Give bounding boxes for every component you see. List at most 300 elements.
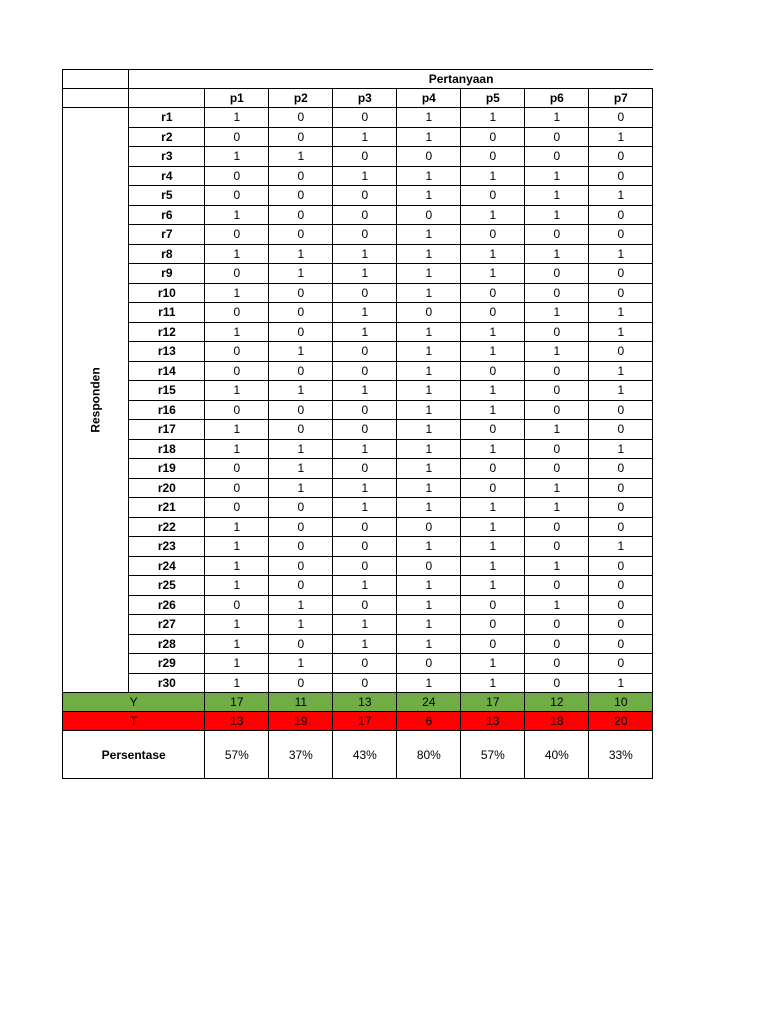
table-cell: 1	[269, 459, 333, 479]
table-cell: 0	[589, 166, 653, 186]
row-label: r2	[129, 127, 205, 147]
row-label: r5	[129, 186, 205, 206]
summary-cell: 18	[525, 712, 589, 731]
row-label: r7	[129, 225, 205, 245]
table-cell: 1	[397, 576, 461, 596]
table-row	[63, 303, 653, 323]
row-label: r4	[129, 166, 205, 186]
summary-cell: 13	[333, 693, 397, 712]
table-cell: 1	[397, 264, 461, 284]
table-cell: 0	[269, 673, 333, 693]
row-label: r30	[129, 673, 205, 693]
table-cell: 1	[397, 595, 461, 615]
table-cell: 0	[269, 186, 333, 206]
table-cell: 1	[397, 361, 461, 381]
row-label: r19	[129, 459, 205, 479]
table-cell: 1	[205, 517, 269, 537]
table-cell: 1	[397, 439, 461, 459]
table-cell: 0	[525, 400, 589, 420]
table-cell: 1	[461, 166, 525, 186]
table-cell: 0	[525, 147, 589, 167]
table-cell: 0	[525, 576, 589, 596]
table-cell: 1	[333, 381, 397, 401]
table-row	[63, 381, 653, 401]
column-header-row	[63, 89, 653, 108]
table-cell: 0	[461, 478, 525, 498]
table-cell: 0	[333, 556, 397, 576]
table-row	[63, 576, 653, 596]
table-cell: 0	[397, 303, 461, 323]
table-cell: 1	[205, 244, 269, 264]
table-row	[63, 439, 653, 459]
table-cell: 0	[397, 654, 461, 674]
table-row	[63, 556, 653, 576]
table-cell: 1	[589, 244, 653, 264]
table-cell: 1	[333, 576, 397, 596]
table-row	[63, 420, 653, 440]
table-cell: 1	[205, 615, 269, 635]
percentage-cell: 37%	[269, 731, 333, 779]
table-cell: 1	[333, 244, 397, 264]
table-cell: 1	[397, 478, 461, 498]
row-label: r28	[129, 634, 205, 654]
table-cell: 1	[461, 244, 525, 264]
table-cell: 0	[589, 264, 653, 284]
table-row	[63, 478, 653, 498]
table-cell: 0	[333, 400, 397, 420]
table-cell: 0	[461, 595, 525, 615]
row-label: r17	[129, 420, 205, 440]
table-cell: 1	[397, 634, 461, 654]
table-cell: 1	[269, 342, 333, 362]
table-cell: 0	[269, 322, 333, 342]
row-label: r21	[129, 498, 205, 518]
table-cell: 0	[205, 459, 269, 479]
table-cell: 1	[333, 264, 397, 284]
row-label: r11	[129, 303, 205, 323]
table-cell: 0	[269, 127, 333, 147]
summary-cell: 17	[205, 693, 269, 712]
table-cell: 1	[589, 186, 653, 206]
summary-cell: 12	[525, 693, 589, 712]
row-label: r12	[129, 322, 205, 342]
table-cell: 1	[397, 322, 461, 342]
table-cell: 0	[333, 283, 397, 303]
table-cell: 1	[205, 439, 269, 459]
column-header-p6: p6	[525, 89, 589, 108]
table-cell: 1	[461, 439, 525, 459]
table-cell: 1	[269, 147, 333, 167]
table-cell: 0	[333, 186, 397, 206]
table-cell: 1	[205, 576, 269, 596]
table-cell: 1	[461, 381, 525, 401]
table-cell: 1	[589, 361, 653, 381]
table-cell: 0	[525, 322, 589, 342]
table-cell: 1	[397, 400, 461, 420]
table-cell: 1	[397, 244, 461, 264]
table-cell: 0	[525, 615, 589, 635]
table-cell: 0	[269, 420, 333, 440]
table-cell: 1	[397, 283, 461, 303]
table-cell: 0	[269, 108, 333, 128]
table-row	[63, 517, 653, 537]
table-cell: 0	[269, 303, 333, 323]
table-cell: 1	[269, 615, 333, 635]
row-label: r23	[129, 537, 205, 557]
table-cell: 0	[269, 556, 333, 576]
table-cell: 1	[525, 244, 589, 264]
table-cell: 1	[461, 400, 525, 420]
table-cell: 0	[333, 205, 397, 225]
percentage-cell: 57%	[461, 731, 525, 779]
table-cell: 1	[205, 147, 269, 167]
table-row	[63, 127, 653, 147]
table-cell: 0	[525, 381, 589, 401]
table-cell: 0	[205, 127, 269, 147]
table-cell: 0	[525, 673, 589, 693]
group-header: Pertanyaan	[428, 72, 494, 86]
table-cell: 1	[397, 459, 461, 479]
empty-header-cell	[129, 89, 205, 108]
table-row	[63, 595, 653, 615]
table-cell: 1	[525, 556, 589, 576]
table-cell: 0	[589, 478, 653, 498]
summary-cell: 6	[397, 712, 461, 731]
row-label: r1	[129, 108, 205, 128]
row-label: r27	[129, 615, 205, 635]
table-cell: 0	[589, 420, 653, 440]
table-row	[63, 400, 653, 420]
table-cell: 1	[333, 439, 397, 459]
table-cell: 1	[461, 264, 525, 284]
table-cell: 0	[525, 537, 589, 557]
percentage-cell: 43%	[333, 731, 397, 779]
table-cell: 1	[461, 342, 525, 362]
row-label: r29	[129, 654, 205, 674]
table-cell: 1	[525, 186, 589, 206]
table-cell: 1	[397, 615, 461, 635]
table-cell: 0	[589, 576, 653, 596]
table-cell: 1	[269, 478, 333, 498]
table-cell: 1	[525, 478, 589, 498]
table-row	[63, 205, 653, 225]
summary-row-y	[63, 693, 653, 712]
table-cell: 0	[205, 361, 269, 381]
table-cell: 1	[525, 595, 589, 615]
table-cell: 0	[525, 654, 589, 674]
summary-cell: 24	[397, 693, 461, 712]
table-cell: 1	[205, 322, 269, 342]
table-cell: 1	[589, 673, 653, 693]
table-cell: 1	[333, 498, 397, 518]
table-row	[63, 361, 653, 381]
table-cell: 1	[461, 517, 525, 537]
table-cell: 1	[525, 108, 589, 128]
table-cell: 0	[333, 225, 397, 245]
percentage-label: Persentase	[63, 731, 205, 779]
table-cell: 0	[205, 400, 269, 420]
table-cell: 0	[525, 264, 589, 284]
table-cell: 0	[205, 342, 269, 362]
row-label: r10	[129, 283, 205, 303]
table-cell: 0	[525, 439, 589, 459]
table-cell: 1	[525, 205, 589, 225]
table-cell: 0	[589, 654, 653, 674]
table-row	[63, 634, 653, 654]
table-cell: 1	[205, 654, 269, 674]
row-label: r9	[129, 264, 205, 284]
table-cell: 1	[461, 205, 525, 225]
table-row	[63, 108, 653, 128]
table-cell: 0	[397, 205, 461, 225]
table-cell: 0	[333, 108, 397, 128]
table-cell: 1	[461, 654, 525, 674]
row-label: r14	[129, 361, 205, 381]
table-cell: 1	[333, 303, 397, 323]
table-cell: 0	[333, 673, 397, 693]
table-cell: 1	[397, 420, 461, 440]
table-cell: 1	[269, 264, 333, 284]
table-cell: 1	[397, 108, 461, 128]
table-cell: 0	[589, 595, 653, 615]
survey-table	[62, 69, 653, 779]
table-cell: 0	[205, 595, 269, 615]
table-cell: 0	[461, 615, 525, 635]
table-cell: 0	[269, 400, 333, 420]
table-cell: 0	[461, 225, 525, 245]
table-cell: 1	[397, 127, 461, 147]
table-cell: 0	[461, 186, 525, 206]
table-row	[63, 283, 653, 303]
table-cell: 1	[269, 381, 333, 401]
row-label: r18	[129, 439, 205, 459]
percentage-cell: 40%	[525, 731, 589, 779]
column-header-p2: p2	[269, 89, 333, 108]
table-cell: 0	[269, 517, 333, 537]
summary-label: Y	[63, 693, 205, 712]
table-cell: 0	[525, 127, 589, 147]
table-cell: 1	[205, 556, 269, 576]
table-cell: 1	[589, 381, 653, 401]
table-cell: 1	[269, 439, 333, 459]
table-row	[63, 342, 653, 362]
row-label: r16	[129, 400, 205, 420]
table-cell: 0	[461, 127, 525, 147]
table-cell: 0	[269, 225, 333, 245]
table-cell: 1	[525, 498, 589, 518]
table-cell: 1	[333, 127, 397, 147]
respondent-group-cell	[63, 108, 129, 693]
table-cell: 1	[525, 342, 589, 362]
table-cell: 0	[205, 225, 269, 245]
table-cell: 1	[397, 166, 461, 186]
table-cell: 0	[589, 283, 653, 303]
summary-cell: 11	[269, 693, 333, 712]
table-cell: 1	[397, 381, 461, 401]
table-cell: 1	[333, 322, 397, 342]
column-header-p3: p3	[333, 89, 397, 108]
table-cell: 0	[461, 361, 525, 381]
row-label: r13	[129, 342, 205, 362]
summary-row-t	[63, 712, 653, 731]
empty-header-cell	[63, 89, 129, 108]
table-row	[63, 615, 653, 635]
table-row	[63, 147, 653, 167]
table-cell: 0	[269, 576, 333, 596]
table-cell: 1	[461, 576, 525, 596]
table-cell: 0	[269, 166, 333, 186]
summary-cell: 17	[333, 712, 397, 731]
column-header-p5: p5	[461, 89, 525, 108]
table-row	[63, 673, 653, 693]
percentage-cell: 57%	[205, 731, 269, 779]
table-cell: 0	[589, 342, 653, 362]
group-header-row	[63, 70, 653, 89]
summary-cell: 19	[269, 712, 333, 731]
table-cell: 1	[589, 303, 653, 323]
table-cell: 0	[205, 264, 269, 284]
table-cell: 0	[589, 108, 653, 128]
table-cell: 0	[333, 537, 397, 557]
table-cell: 0	[269, 498, 333, 518]
table-cell: 1	[205, 381, 269, 401]
table-cell: 0	[333, 517, 397, 537]
table-cell: 1	[461, 556, 525, 576]
table-cell: 0	[269, 634, 333, 654]
table-row	[63, 264, 653, 284]
table-row	[63, 225, 653, 245]
table-row	[63, 654, 653, 674]
table-cell: 0	[589, 517, 653, 537]
table-cell: 0	[589, 556, 653, 576]
table-cell: 0	[269, 537, 333, 557]
table-cell: 0	[525, 459, 589, 479]
summary-cell: 20	[589, 712, 653, 731]
row-label: r20	[129, 478, 205, 498]
table-cell: 0	[461, 303, 525, 323]
table-cell: 1	[525, 166, 589, 186]
table-row	[63, 459, 653, 479]
column-header-p1: p1	[205, 89, 269, 108]
table-cell: 0	[461, 283, 525, 303]
table-row	[63, 166, 653, 186]
summary-cell: 13	[461, 712, 525, 731]
table-cell: 1	[589, 322, 653, 342]
table-cell: 0	[525, 634, 589, 654]
table-cell: 0	[269, 361, 333, 381]
column-header-p7: p7	[589, 89, 653, 108]
table-cell: 0	[525, 517, 589, 537]
table-cell: 1	[461, 322, 525, 342]
table-cell: 1	[589, 537, 653, 557]
table-cell: 1	[205, 634, 269, 654]
table-cell: 0	[333, 420, 397, 440]
table-cell: 1	[461, 537, 525, 557]
table-cell: 0	[205, 186, 269, 206]
table-row	[63, 498, 653, 518]
row-label: r3	[129, 147, 205, 167]
table-cell: 0	[589, 459, 653, 479]
table-row	[63, 537, 653, 557]
column-header-p4: p4	[397, 89, 461, 108]
table-cell: 1	[269, 595, 333, 615]
table-cell: 0	[461, 459, 525, 479]
table-cell: 0	[525, 361, 589, 381]
table-cell: 1	[333, 166, 397, 186]
table-cell: 1	[333, 634, 397, 654]
table-cell: 1	[205, 420, 269, 440]
summary-cell: 17	[461, 693, 525, 712]
table-cell: 0	[269, 205, 333, 225]
row-label: r26	[129, 595, 205, 615]
table-cell: 1	[205, 108, 269, 128]
table-cell: 1	[333, 478, 397, 498]
table-cell: 0	[205, 303, 269, 323]
table-cell: 0	[333, 654, 397, 674]
table-cell: 1	[205, 673, 269, 693]
table-cell: 0	[589, 205, 653, 225]
table-cell: 0	[589, 634, 653, 654]
table-cell: 0	[269, 283, 333, 303]
table-cell: 0	[397, 517, 461, 537]
table-cell: 1	[205, 205, 269, 225]
table-cell: 1	[461, 498, 525, 518]
percentage-cell: 80%	[397, 731, 461, 779]
table-cell: 0	[333, 342, 397, 362]
table-cell: 0	[333, 361, 397, 381]
table-cell: 0	[333, 147, 397, 167]
table-cell: 1	[397, 537, 461, 557]
table-cell: 1	[333, 615, 397, 635]
table-cell: 1	[205, 537, 269, 557]
percentage-row	[63, 731, 653, 779]
table-cell: 0	[589, 615, 653, 635]
table-cell: 1	[461, 673, 525, 693]
respondent-label: Responden	[88, 367, 103, 433]
table-cell: 0	[333, 595, 397, 615]
table-cell: 1	[205, 283, 269, 303]
percentage-cell: 33%	[589, 731, 653, 779]
summary-label: T	[63, 712, 205, 731]
table-cell: 1	[589, 127, 653, 147]
summary-cell: 13	[205, 712, 269, 731]
table-cell: 1	[589, 439, 653, 459]
row-label: r22	[129, 517, 205, 537]
table-cell: 1	[269, 654, 333, 674]
table-cell: 0	[461, 147, 525, 167]
table-cell: 1	[525, 303, 589, 323]
table-row	[63, 244, 653, 264]
table-cell: 0	[589, 147, 653, 167]
table-cell: 0	[461, 420, 525, 440]
table-cell: 0	[589, 498, 653, 518]
table-cell: 0	[205, 166, 269, 186]
table-cell: 1	[397, 673, 461, 693]
row-label: r15	[129, 381, 205, 401]
table-cell: 1	[397, 225, 461, 245]
table-cell: 1	[397, 342, 461, 362]
row-label: r6	[129, 205, 205, 225]
table-cell: 1	[397, 498, 461, 518]
table-cell: 1	[397, 186, 461, 206]
table-cell: 0	[461, 634, 525, 654]
table-row	[63, 322, 653, 342]
table-cell: 0	[589, 400, 653, 420]
corner-cell	[63, 70, 129, 89]
row-label: r25	[129, 576, 205, 596]
table-cell: 1	[525, 420, 589, 440]
table-cell: 0	[525, 283, 589, 303]
